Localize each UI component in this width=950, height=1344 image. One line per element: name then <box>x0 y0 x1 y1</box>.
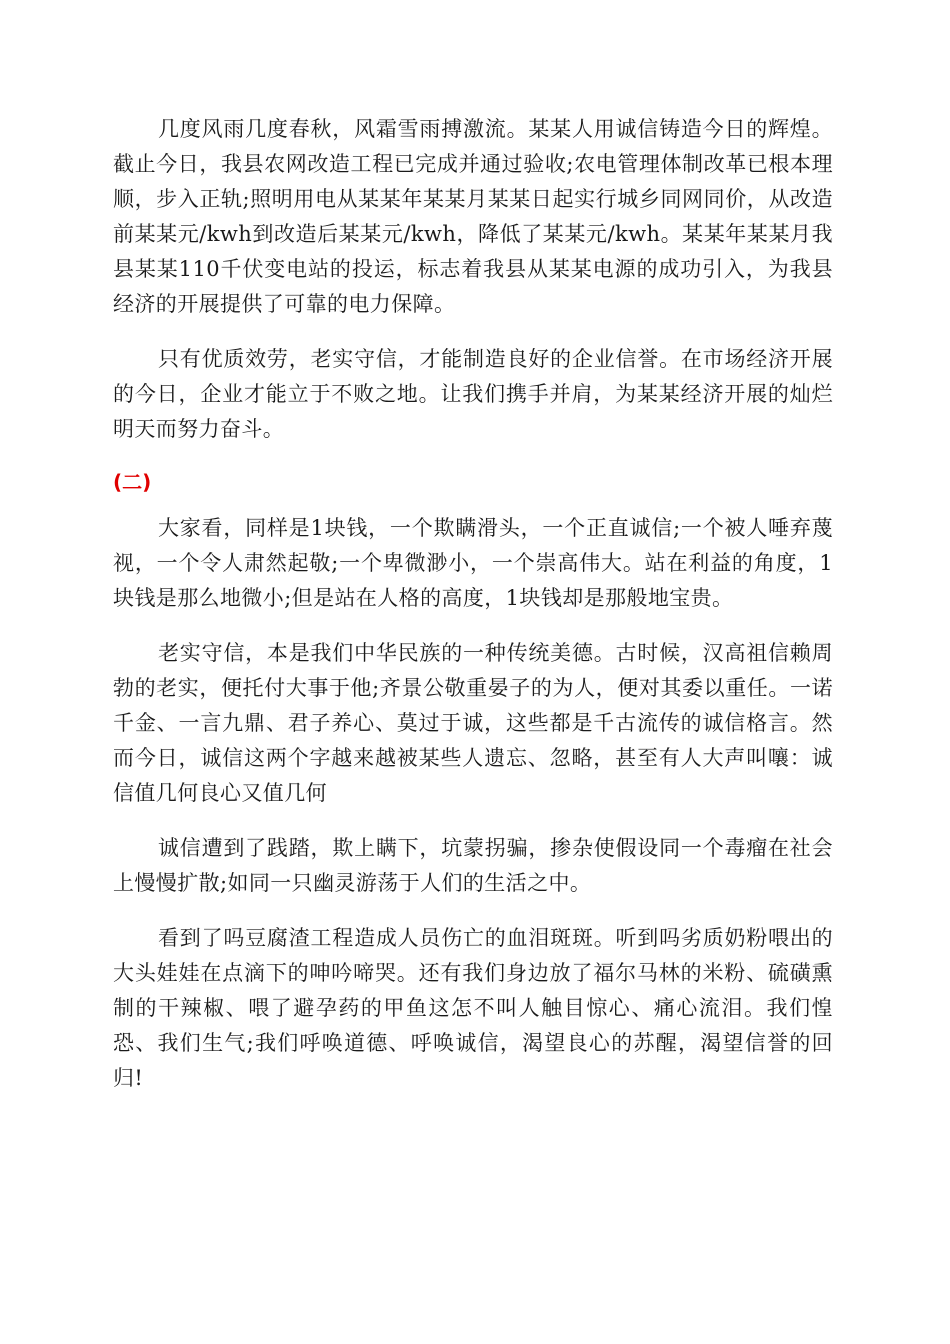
paragraph-1: 几度风雨几度春秋，风霜雪雨搏激流。某某人用诚信铸造今日的辉煌。截止今日，我县农网改造工程已完成并通过验收;农电管理体制改革已根本理顺，步入正轨;照明用电从某某年某某月某某日起实行城乡同网同价，从改造前某某元/kwh到改造后某某元/kwh，降低了某某元/kwh。某某年某某月我县某某110千伏变电站的投运，标志着我县从某某电源的成功引入，为我县经济的开展提供了可靠的电力保障。 <box>113 117 833 316</box>
paragraph-5: 诚信遭到了践踏，欺上瞒下，坑蒙拐骗，掺杂使假设同一个毒瘤在社会上慢慢扩散;如同一只幽灵游荡于人们的生活之中。 <box>113 836 833 895</box>
section-heading-2: (二) <box>113 470 152 494</box>
paragraph-4: 老实守信，本是我们中华民族的一种传统美德。古时候，汉高祖信赖周勃的老实，便托付大事于他;齐景公敬重晏子的为人，便对其委以重任。一诺千金、一言九鼎、君子养心、莫过于诚，这些都是千古流传的诚信格言。然而今日，诚信这两个字越来越被某些人遗忘、忽略，甚至有人大声叫嚷：诚信值几何良心又值几何 <box>113 641 833 805</box>
paragraph-2: 只有优质效劳，老实守信，才能制造良好的企业信誉。在市场经济开展的今日，企业才能立于不败之地。让我们携手并肩，为某某经济开展的灿烂明天而努力奋斗。 <box>113 347 833 441</box>
document-body <box>113 112 833 1116</box>
paragraph-3: 大家看，同样是1块钱，一个欺瞒滑头，一个正直诚信;一个被人唾弃蔑视，一个令人肃然起敬;一个卑微渺小，一个崇高伟大。站在利益的角度，1块钱是那么地微小;但是站在人格的高度，1块钱却是那般地宝贵。 <box>113 516 833 610</box>
paragraph-6: 看到了吗豆腐渣工程造成人员伤亡的血泪斑斑。听到吗劣质奶粉喂出的大头娃娃在点滴下的呻吟啼哭。还有我们身边放了福尔马林的米粉、硫磺熏制的干辣椒、喂了避孕药的甲鱼这怎不叫人触目惊心、痛心流泪。我们惶恐、我们生气;我们呼唤道德、呼唤诚信，渴望良心的苏醒，渴望信誉的回归! <box>113 926 833 1090</box>
